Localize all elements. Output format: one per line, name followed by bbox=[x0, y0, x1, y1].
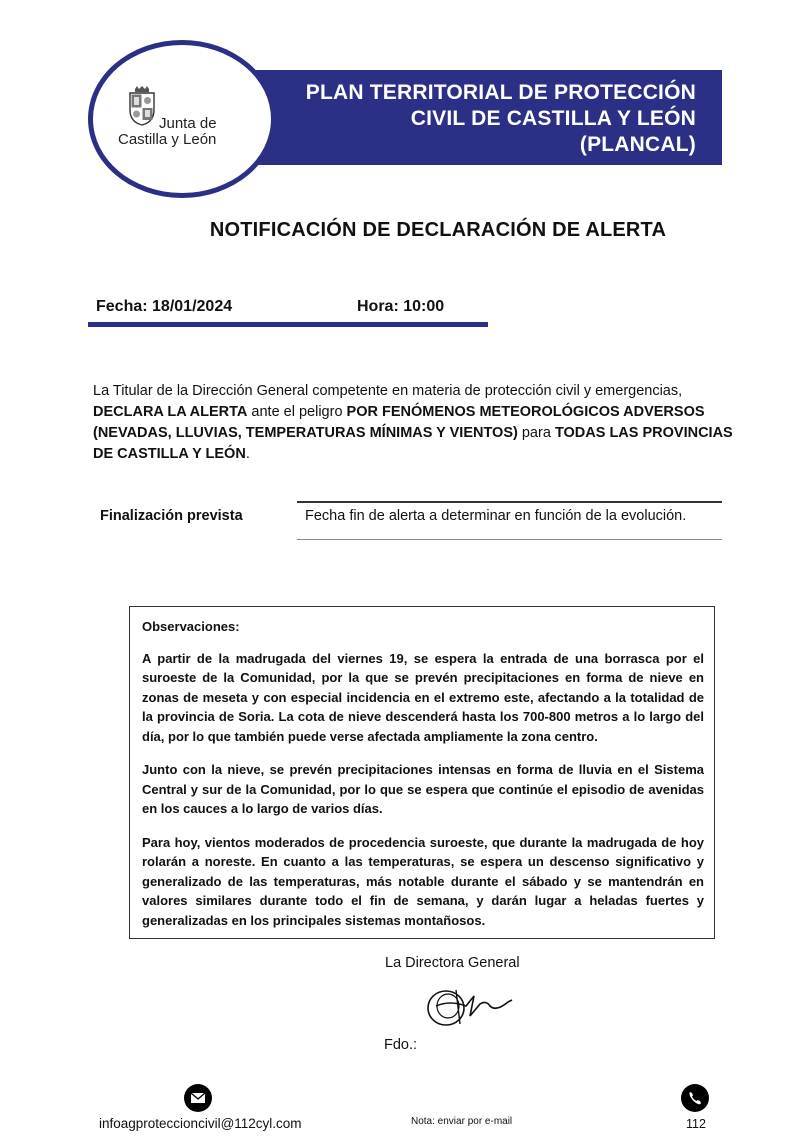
intro-text-2: ante el peligro bbox=[247, 404, 347, 420]
hora-value: 10:00 bbox=[403, 298, 445, 315]
finalizacion-value: Fecha fin de alerta a determinar en función de la evolución. bbox=[305, 508, 687, 524]
fecha-field bbox=[96, 298, 232, 316]
plan-title-line1: PLAN TERRITORIAL DE PROTECCIÓN bbox=[305, 81, 696, 104]
finalizacion-bottom-rule bbox=[297, 539, 722, 540]
observaciones-box bbox=[129, 606, 715, 939]
declaration-text bbox=[93, 381, 733, 465]
intro-text-1: La Titular de la Dirección General competente en materia de protección civil y emergencias, bbox=[93, 383, 683, 399]
observaciones-title: Observaciones: bbox=[142, 619, 240, 634]
envelope-icon bbox=[184, 1084, 212, 1112]
logo-line1: Junta de bbox=[159, 115, 217, 132]
plan-title bbox=[306, 80, 696, 158]
hora-field bbox=[357, 298, 444, 316]
phone-icon bbox=[681, 1084, 709, 1112]
fecha-label: Fecha: bbox=[96, 298, 148, 315]
observaciones-paragraph: Para hoy, vientos moderados de procedencia suroeste, que durante la madrugada de hoy rolarán a noreste. En cuanto a las temperaturas, se espera un descenso significativo y generalizado de las temperaturas, más notable durante el sábado y se mantendrán en valores similares durante todo el fin de semana, y darán lugar a heladas fuertes y generalizadas en los principales sistemas montañosos. bbox=[142, 834, 704, 928]
contact-email[interactable]: infoagproteccioncivil@112cyl.com bbox=[99, 1116, 302, 1131]
finalizacion-label: Finalización prevista bbox=[100, 508, 243, 524]
handwritten-signature bbox=[420, 982, 520, 1032]
intro-text-4: . bbox=[245, 446, 250, 462]
hora-label: Hora: bbox=[357, 298, 399, 315]
fdo-label: Fdo.: bbox=[384, 1037, 418, 1053]
intro-text-3: para bbox=[517, 425, 555, 441]
signer-title: La Directora General bbox=[385, 955, 520, 971]
intro-bold-2: POR FENÓMENOS METEOROLÓGICOS ADVERSOS (NEVADAS, LLUVIAS, TEMPERATURAS MÍNIMAS Y VIENTOS) bbox=[93, 404, 705, 441]
observaciones-paragraph: Junto con la nieve, se prevén precipitaciones intensas en forma de lluvia en el Sistema Central y sur de la Comunidad, por lo que se espera que continúe el episodio de avenidas en los cauces a lo largo de varios días. bbox=[142, 762, 704, 816]
intro-bold-1: DECLARA LA ALERTA bbox=[93, 404, 248, 420]
document-title: NOTIFICACIÓN DE DECLARACIÓN DE ALERTA bbox=[209, 219, 667, 241]
finalizacion-top-rule bbox=[297, 501, 722, 503]
observaciones-paragraph: A partir de la madrugada del viernes 19, se espera la entrada de una borrasca por el suroeste de la Comunidad, por la que se prevén precipitaciones en forma de nieve en zonas de meseta y con especial incidencia en el extremo este, afectando a la totalidad de la provincia de Soria. La cota de nieve descenderá hasta los 700-800 metros a lo largo del día, por lo que también puede verse afectada ampliamente la zona centro. bbox=[142, 650, 704, 744]
date-underline bbox=[88, 322, 488, 327]
logo-line2: Castilla y León bbox=[118, 131, 217, 148]
emergency-number: 112 bbox=[686, 1117, 706, 1131]
footer-note: Nota: enviar por e-mail bbox=[411, 1116, 513, 1127]
logo-text bbox=[118, 116, 238, 148]
intro-bold-3: TODAS LAS PROVINCIAS DE CASTILLA Y LEÓN bbox=[93, 425, 733, 462]
plan-title-line3: (PLANCAL) bbox=[579, 133, 696, 156]
plan-title-line2: CIVIL DE CASTILLA Y LEÓN bbox=[410, 107, 696, 130]
fecha-value: 18/01/2024 bbox=[152, 298, 233, 315]
